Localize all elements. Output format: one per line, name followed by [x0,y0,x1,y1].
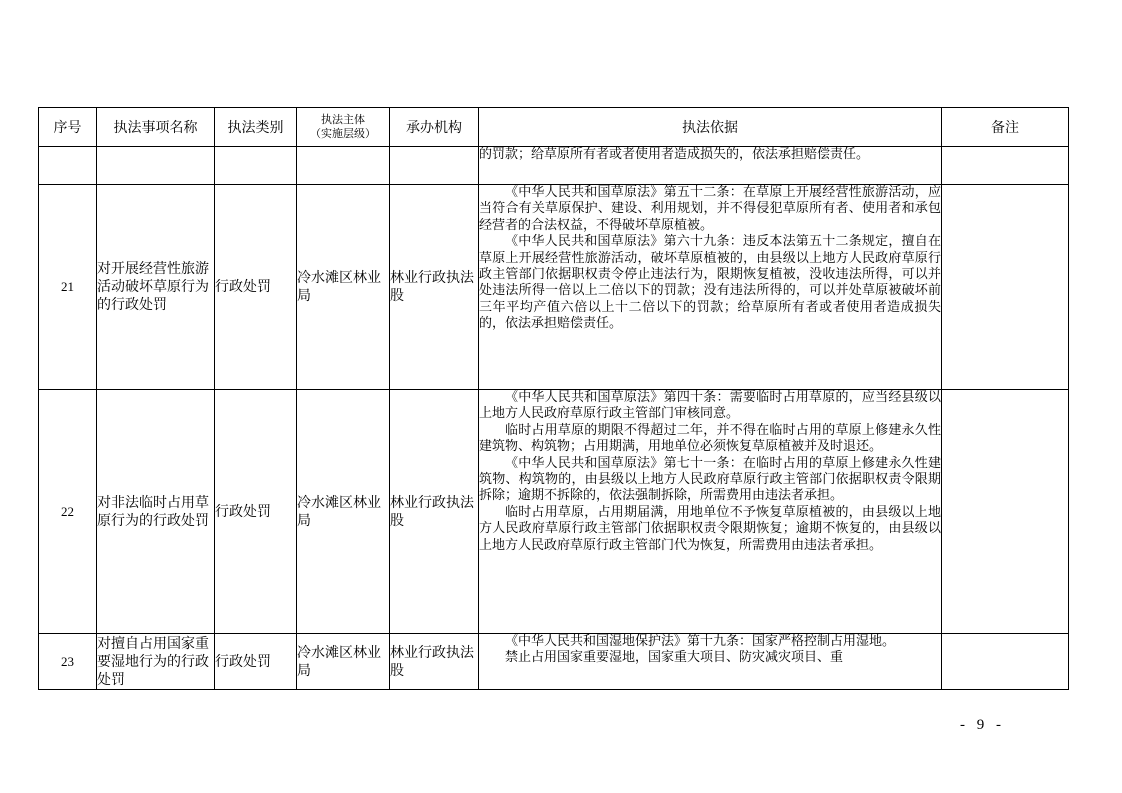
cell-category [215,147,297,185]
header-subject-line1: 执法主体 [321,113,365,126]
header-category: 执法类别 [215,108,297,147]
cell-basis [479,185,942,390]
cell-remarks [942,147,1069,185]
header-seq: 序号 [39,108,97,147]
cell-category: 行政处罚 [215,634,297,690]
basis-paragraph: 《中华人民共和国湿地保护法》第十九条：国家严格控制占用湿地。 [505,634,896,649]
page-number: - 9 - [960,717,1005,733]
cell-subject [297,147,390,185]
basis-paragraph: 《中华人民共和国草原法》第四十条：需要临时占用草原的，应当经县级以上地方人民政府草原行政主管部门审核同意。 [479,390,941,422]
cell-basis [479,634,942,690]
basis-paragraph: 临时占用草原的期限不得超过二年，并不得在临时占用的草原上修建永久性建筑物、构筑物；占用期满，用地单位必须恢复草原植被并及时退还。 [479,422,941,455]
basis-paragraph: 的罚款；给草原所有者或者使用者造成损失的，依法承担赔偿责任。 [479,147,870,162]
table-row [39,390,1069,634]
basis-paragraph: 禁止占用国家重要湿地，国家重大项目、防灾减灾项目、重 [505,650,844,666]
basis-paragraph: 《中华人民共和国草原法》第六十九条：违反本法第五十二条规定，擅自在草原上开展经营性旅游活动，破坏草原植被的，由县级以上地方人民政府草原行政主管部门依据职权责令停止违法行为，限期恢复植被，没收违法所得，可以并处违法所得一倍以上二倍以下的罚款；没有违法所得的，可以并处草原被破坏前三年平均产值六倍以上十二倍以下的罚款；给草原所有者或者使用者造成损失的，依法承担赔偿责任。 [479,234,941,332]
cell-seq: 21 [39,185,97,390]
header-basis: 执法依据 [479,108,942,147]
header-remarks: 备注 [942,108,1069,147]
table-row [39,634,1069,690]
cell-agency: 林业行政执法股 [390,185,479,390]
cell-item-name: 对非法临时占用草原行为的行政处罚 [97,390,215,634]
cell-item-name: 对开展经营性旅游活动破坏草原行为的行政处罚 [97,185,215,390]
cell-remarks [942,390,1069,634]
basis-paragraph: 临时占用草原，占用期届满，用地单位不予恢复草原植被的，由县级以上地方人民政府草原行政主管部门依据职权责令限期恢复；逾期不恢复的，由县级以上地方人民政府草原行政主管部门代为恢复，所需费用由违法者承担。 [479,504,941,553]
header-item-name: 执法事项名称 [97,108,215,147]
table-row [39,185,1069,390]
cell-agency [390,147,479,185]
cell-item-name [97,147,215,185]
cell-subject: 冷水滩区林业局 [297,634,390,690]
cell-basis [479,390,942,634]
basis-paragraph: 《中华人民共和国草原法》第五十二条：在草原上开展经营性旅游活动，应当符合有关草原保护、建设、利用规划，并不得侵犯草原所有者、使用者和承包经营者的合法权益，不得破坏草原植被。 [479,185,941,233]
header-agency: 承办机构 [390,108,479,147]
basis-paragraph: 《中华人民共和国草原法》第七十一条：在临时占用的草原上修建永久性建筑物、构筑物的，由县级以上地方人民政府草原行政主管部门依据职权责令限期拆除；逾期不拆除的，依法强制拆除，所需费用由违法者承担。 [479,455,941,504]
header-row [39,108,1069,147]
cell-category: 行政处罚 [215,390,297,634]
cell-subject: 冷水滩区林业局 [297,390,390,634]
cell-seq [39,147,97,185]
cell-category: 行政处罚 [215,185,297,390]
cell-seq: 23 [39,634,97,690]
cell-subject: 冷水滩区林业局 [297,185,390,390]
header-subject-line2: （实施层级） [310,127,376,140]
header-subject [297,108,390,147]
cell-remarks [942,634,1069,690]
cell-item-name: 对擅自占用国家重要湿地行为的行政处罚 [97,634,215,690]
cell-remarks [942,185,1069,390]
cell-agency: 林业行政执法股 [390,634,479,690]
table-row-continued [39,147,1069,185]
cell-agency: 林业行政执法股 [390,390,479,634]
cell-basis [479,147,942,185]
cell-seq: 22 [39,390,97,634]
enforcement-table [38,107,1069,690]
